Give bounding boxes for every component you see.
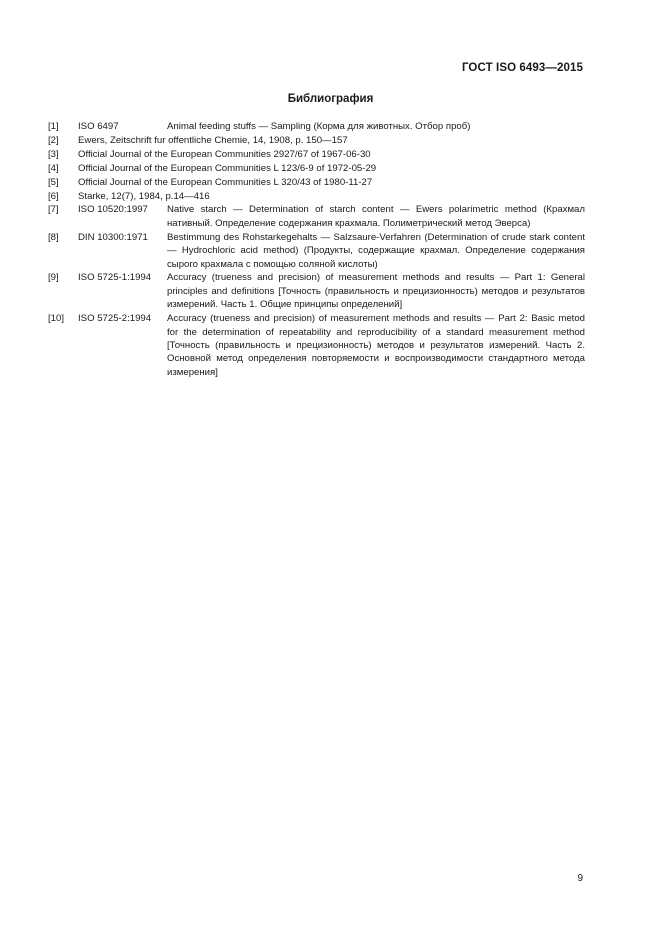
entry-number: [4] xyxy=(48,162,59,174)
entry-text: Official Journal of the European Communities L 320/43 of 1980-11-27 xyxy=(78,176,373,188)
entry-standard-ref: ISO 5725-1:1994 xyxy=(78,272,152,284)
bibliography-entry xyxy=(48,134,585,147)
entry-text: Animal feeding stuffs — Sampling (Корма для животных. Отбор проб) xyxy=(167,121,471,132)
entry-number: [6] xyxy=(48,190,59,202)
entry-text: Ewers, Zeitschrift fur offentliche Chemie, 14, 1908, p. 150—157 xyxy=(78,134,348,146)
entry-number: [3] xyxy=(48,148,59,160)
bibliography-entry xyxy=(48,203,585,230)
bibliography-entry xyxy=(48,231,585,271)
entry-text: Accuracy (trueness and precision) of measurement methods and results — Part 2: Basic metod for the determination of repeatability and reproducibility of a standard measurement method [Точность (правильность и прецизионность) методов и результатов измерений. Часть 2. Основной метод определения повторяемости и воспроизводимости стандартного метода измерения] xyxy=(167,313,585,378)
entry-text: Native starch — Determination of starch content — Ewers polarimetric method (Крахмал нативный. Определение содержания крахмала. Полиметрический метод Эверса) xyxy=(167,204,585,229)
entry-number: [1] xyxy=(48,121,59,132)
entry-text: Official Journal of the European Communities L 123/6-9 of 1972-05-29 xyxy=(78,162,377,174)
bibliography-entry xyxy=(48,176,585,189)
entry-text: Starke, 12(7), 1984, p.14—416 xyxy=(78,190,210,202)
bibliography-entry xyxy=(48,271,585,311)
document-code: ГОСТ ISO 6493—2015 xyxy=(461,62,583,74)
bibliography-entry xyxy=(48,120,585,133)
entry-number: [7] xyxy=(48,204,59,216)
bibliography-list xyxy=(48,120,585,380)
entry-standard-ref: ISO 6497 xyxy=(78,121,119,132)
entry-number: [9] xyxy=(48,272,59,284)
bibliography-entry xyxy=(48,312,585,379)
entry-text: Bestimmung des Rohstarkegehalts — Salzsaure-Verfahren (Determination of crude stark content — Hydrochloric acid method) (Продукты, содержащие крахмал. Определение содержания сырого крахмала с помощью соляной кислоты) xyxy=(167,231,585,270)
bibliography-entry xyxy=(48,148,585,161)
entry-standard-ref: ISO 10520:1997 xyxy=(78,204,148,216)
entry-number: [10] xyxy=(48,313,65,325)
entry-number: [2] xyxy=(48,134,59,146)
entry-text: Accuracy (trueness and precision) of measurement methods and results — Part 1: General principles and definitions [Точность (правильность и прецизионность) методов и результатов измерений. Часть 1. Общие принципы определений] xyxy=(167,272,585,311)
entry-text: Official Journal of the European Communities 2927/67 of 1967-06-30 xyxy=(78,148,371,160)
bibliography-entry xyxy=(48,190,585,203)
entry-number: [5] xyxy=(48,176,59,188)
entry-number: [8] xyxy=(48,231,59,243)
bibliography-entry xyxy=(48,162,585,175)
entry-standard-ref: ISO 5725-2:1994 xyxy=(78,313,152,325)
entry-standard-ref: DIN 10300:1971 xyxy=(78,231,148,243)
section-title: Библиография xyxy=(287,93,374,105)
page-number: 9 xyxy=(577,873,583,884)
